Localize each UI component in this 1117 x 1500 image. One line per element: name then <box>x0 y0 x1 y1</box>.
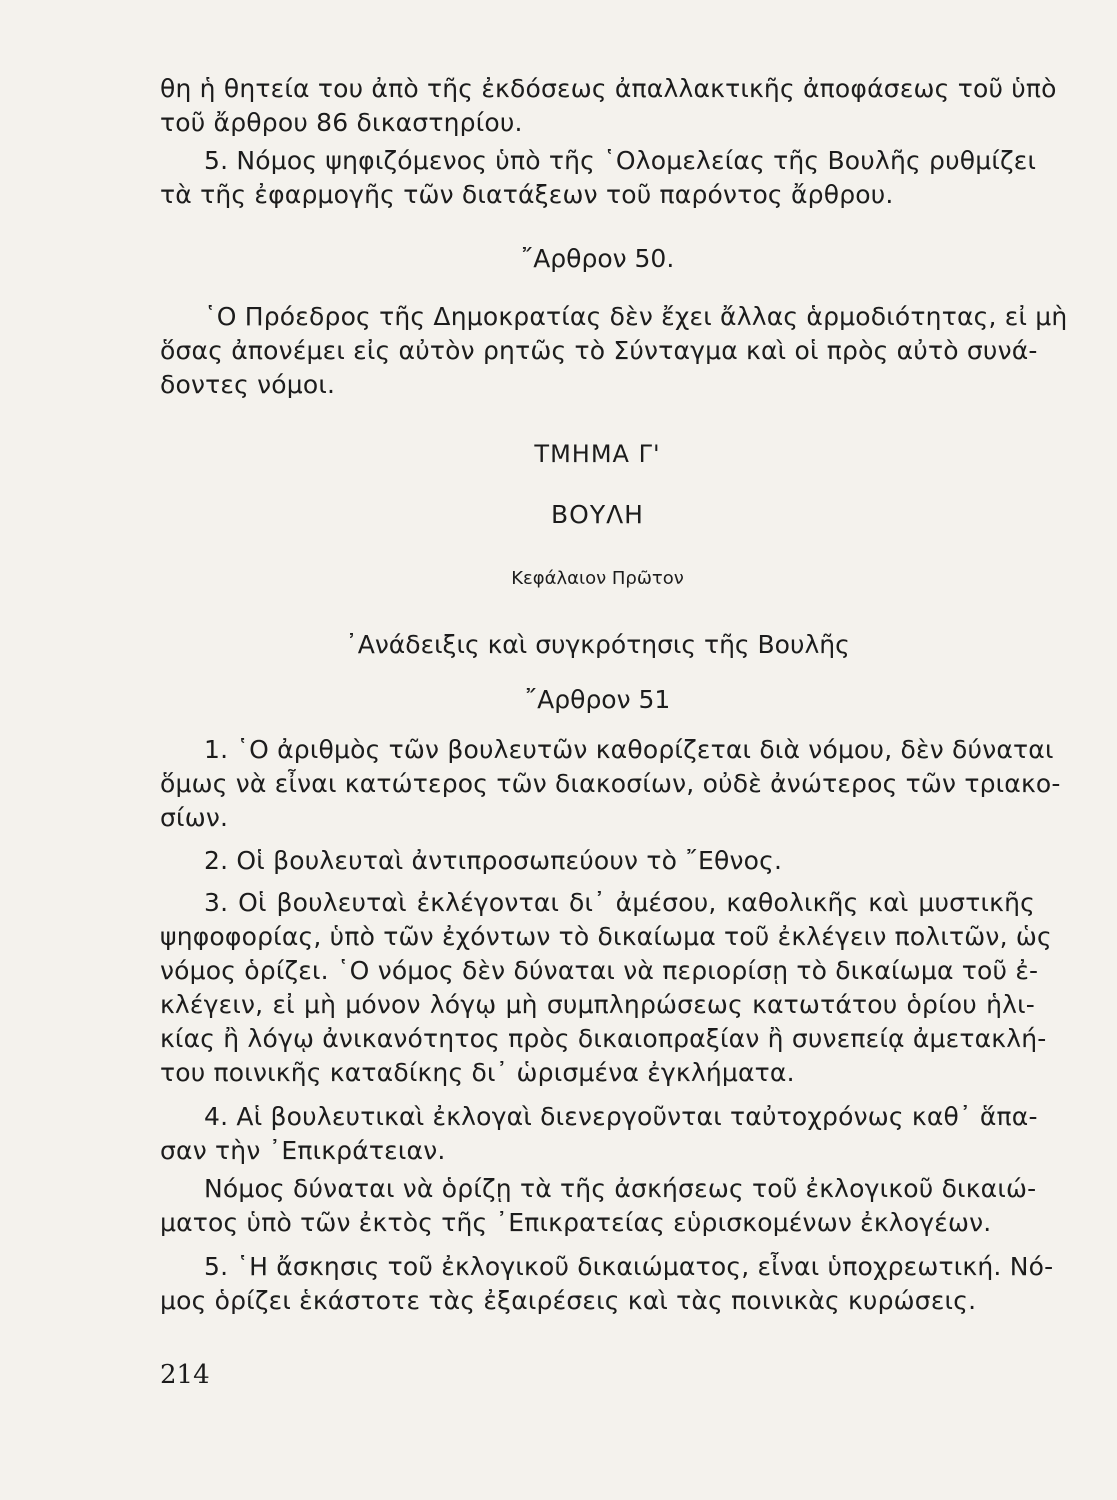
text-line: σίων. <box>160 803 229 832</box>
text-line: μος ὁρίζει ἑκάστοτε τὰς ἐξαιρέσεις καὶ τὰς ποινικὰς κυρώσεις. <box>160 1286 977 1315</box>
section-heading: ΤΜΗΜΑ Γ' <box>534 440 661 468</box>
chapter-title: ᾽Ανάδειξις καὶ συγκρότησις τῆς Βουλῆς <box>345 630 850 659</box>
chapter-heading: Κεφάλαιον Πρῶτον <box>511 568 684 589</box>
section-title: ΒΟΥΛΗ <box>550 500 644 529</box>
paragraph-art50 <box>160 300 1068 402</box>
text-line: 4. Αἱ βουλευτικαὶ ἐκλογαὶ διενεργοῦνται ταὐτοχρόνως καθ᾽ ἅπα- <box>204 1102 1038 1131</box>
text-line: δοντες νόμοι. <box>160 370 336 399</box>
text-line: τοῦ ἄρθρου 86 δικαστηρίου. <box>160 108 523 137</box>
paragraph-art51-4b <box>160 1172 1035 1240</box>
paragraph-art51-5 <box>160 1250 1054 1318</box>
text-line: σαν τὴν ᾽Επικράτειαν. <box>160 1136 446 1165</box>
text-line: 5. Νόμος ψηφιζόμενος ὑπὸ τῆς ῾Ολομελείας τῆς Βουλῆς ρυθμίζει <box>204 146 1037 175</box>
paragraph-art51-1 <box>160 733 1061 835</box>
paragraph-art51-3 <box>160 886 1052 1090</box>
text-line: ψηφοφορίας, ὑπὸ τῶν ἐχόντων τὸ δικαίωμα τοῦ ἐκλέγειν πολιτῶν, ὡς <box>160 922 1052 951</box>
text-line: ματος ὑπὸ τῶν ἐκτὸς τῆς ᾽Επικρατείας εὑρισκομένων ἐκλογέων. <box>160 1208 992 1237</box>
text-line: ὅσας ἀπονέμει εἰς αὐτὸν ρητῶς τὸ Σύνταγμα καὶ οἱ πρὸς αὐτὸ συνά- <box>160 336 1038 365</box>
text-line: ῾Ο Πρόεδρος τῆς Δημοκρατίας δὲν ἔχει ἄλλας ἁρμοδιότητας, εἰ μὴ <box>204 302 1068 331</box>
text-line: 3. Οἱ βουλευταὶ ἐκλέγονται δι᾽ ἀμέσου, καθολικῆς καὶ μυστικῆς <box>204 888 1035 917</box>
text-line: κλέγειν, εἰ μὴ μόνον λόγῳ μὴ συμπληρώσεως κατωτάτου ὁρίου ἡλι- <box>160 990 1035 1019</box>
paragraph-art49-5 <box>160 144 1035 212</box>
paragraph-art51-4 <box>160 1100 1038 1168</box>
article-50-heading: ῎Αρθρον 50. <box>520 244 675 273</box>
text-line: ὅμως νὰ εἶναι κατώτερος τῶν διακοσίων, οὐδὲ ἀνώτερος τῶν τριακο- <box>160 769 1061 798</box>
text-line: Νόμος δύναται νὰ ὁρίζῃ τὰ τῆς ἀσκήσεως τοῦ ἐκλογικοῦ δικαιώ- <box>204 1174 1037 1203</box>
paragraph-continuation <box>160 72 1057 140</box>
text-line: κίας ἢ λόγῳ ἀνικανότητος πρὸς δικαιοπραξίαν ἢ συνεπείᾳ ἀμετακλή- <box>160 1024 1047 1053</box>
article-51-heading: ῎Αρθρον 51 <box>524 685 671 714</box>
text-line: 1. ῾Ο ἀριθμὸς τῶν βουλευτῶν καθορίζεται διὰ νόμου, δὲν δύναται <box>204 735 1054 764</box>
page-number: 214 <box>160 1360 210 1390</box>
paragraph-art51-2 <box>160 844 1035 878</box>
text-line: 2. Οἱ βουλευταὶ ἀντιπροσωπεύουν τὸ ῎Εθνος. <box>204 846 783 875</box>
text-line: τὰ τῆς ἐφαρμογῆς τῶν διατάξεων τοῦ παρόντος ἄρθρου. <box>160 180 894 209</box>
text-line: 5. ῾Η ἄσκησις τοῦ ἐκλογικοῦ δικαιώματος, εἶναι ὑποχρεωτική. Νό- <box>204 1252 1054 1281</box>
text-line: του ποινικῆς καταδίκης δι᾽ ὡρισμένα ἐγκλήματα. <box>160 1058 795 1087</box>
text-line: νόμος ὁρίζει. ῾Ο νόμος δὲν δύναται νὰ περιορίσῃ τὸ δικαίωμα τοῦ ἐ- <box>160 956 1039 985</box>
text-line: θη ἡ θητεία του ἀπὸ τῆς ἐκδόσεως ἀπαλλακτικῆς ἀποφάσεως τοῦ ὑπὸ <box>160 74 1057 103</box>
